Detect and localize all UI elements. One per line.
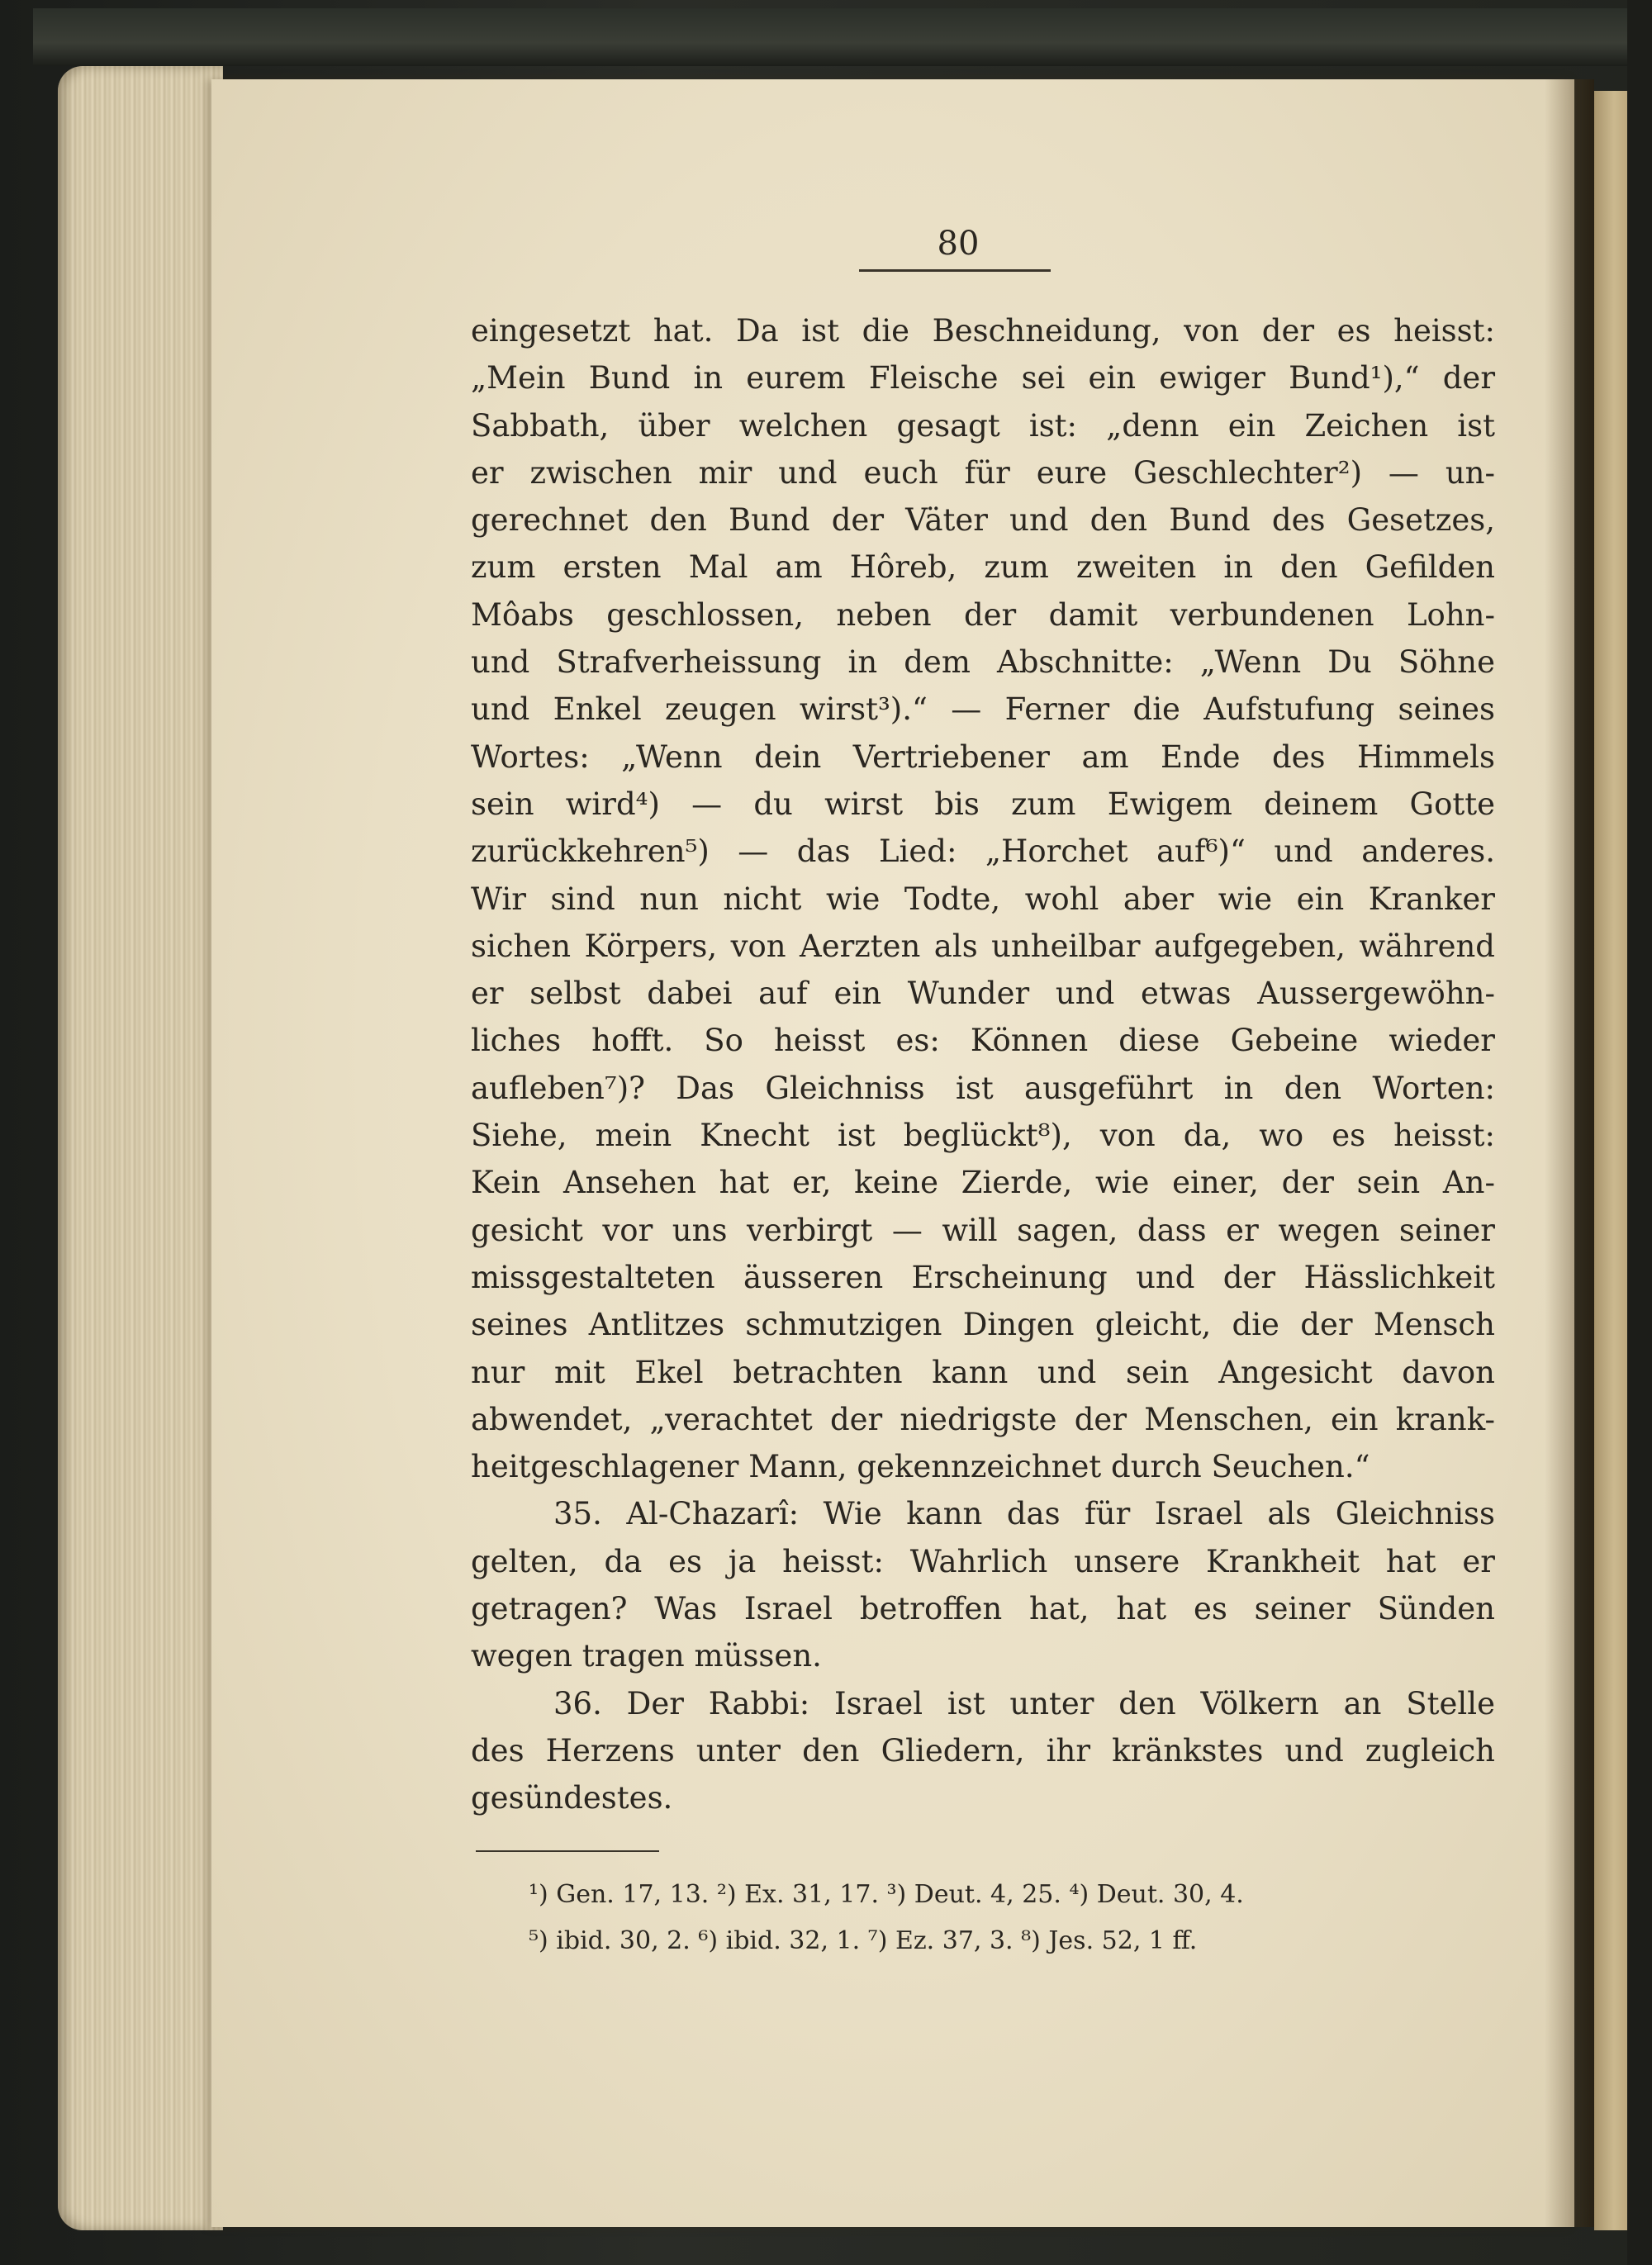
text-line: zurückkehren⁵) — das Lied: „Horchet auf⁶)“ und anderes. [471, 833, 1495, 870]
page-edges [58, 66, 223, 2230]
text-line: „Mein Bund in eurem Fleische sei ein ewiger Bund¹),“ der [471, 360, 1495, 396]
text-line: Wortes: „Wenn dein Vertriebener am Ende des Himmels [471, 738, 1495, 775]
footnote-rule [476, 1850, 659, 1852]
text-line: des Herzens unter den Gliedern, ihr kränkstes und zugleich [471, 1732, 1495, 1769]
section-36-start: 36. Der Rabbi: Israel ist unter den Völkern an Stelle [553, 1685, 1495, 1721]
text-line: Môabs geschlossen, neben der damit verbundenen Lohn- [471, 596, 1495, 633]
footnotes [529, 1872, 1462, 1964]
text-line: und Strafverheissung in dem Abschnitte: „Wenn Du Söhne [471, 644, 1495, 681]
text-line: gesicht vor uns verbirgt — will sagen, dass er wegen seiner [471, 1212, 1495, 1248]
text-line: Siehe, mein Knecht ist beglückt⁸), von da, wo es heisst: [471, 1118, 1495, 1154]
text-line: Sabbath, über welchen gesagt ist: „denn ein Zeichen ist [471, 407, 1495, 444]
text-line: wegen tragen müssen. [471, 1638, 822, 1674]
text-line: Wir sind nun nicht wie Todte, wohl aber wie ein Kranker [471, 881, 1495, 917]
page-number-rule [859, 269, 1051, 272]
text-line: missgestalteten äusseren Erscheinung und der Hässlichkeit [471, 1259, 1495, 1295]
text-line: gesündestes. [471, 1780, 673, 1816]
page-gutter [1545, 79, 1594, 2227]
text-line: sichen Körpers, von Aerzten als unheilbar aufgegeben, während [471, 928, 1495, 964]
text-line: aufleben⁷)? Das Gleichniss ist ausgeführt in den Worten: [471, 1070, 1495, 1106]
text-line: abwendet, „verachtet der niedrigste der Menschen, ein krank- [471, 1401, 1495, 1437]
book-cover-edge [33, 8, 1652, 66]
section-35-start: 35. Al-Chazarî: Wie kann das für Israel als Gleichniss [553, 1496, 1495, 1532]
footnote-line: ⁵) ibid. 30, 2. ⁶) ibid. 32, 1. ⁷) Ez. 37, 3. ⁸) Jes. 52, 1 ff. [529, 1926, 1198, 1955]
text-line: gelten, da es ja heisst: Wahrlich unsere Krankheit hat er [471, 1543, 1495, 1579]
text-line: gerechnet den Bund der Väter und den Bund des Gesetzes, [471, 502, 1495, 539]
text-line: zum ersten Mal am Hôreb, zum zweiten in den Gefilden [471, 549, 1495, 586]
footnote-line: ¹) Gen. 17, 13. ²) Ex. 31, 17. ³) Deut. 4, 25. ⁴) Deut. 30, 4. [529, 1880, 1244, 1909]
text-line: und Enkel zeugen wirst³).“ — Ferner die Aufstufung seines [471, 691, 1495, 728]
facing-page-edge [1594, 91, 1627, 2230]
text-line: sein wird⁴) — du wirst bis zum Ewigem deinem Gotte [471, 786, 1495, 822]
text-line: nur mit Ekel betrachten kann und sein Angesicht davon [471, 1354, 1495, 1390]
body-text [471, 307, 1495, 1822]
text-line: er zwischen mir und euch für eure Geschlechter²) — un- [471, 454, 1495, 491]
page-number: 80 [937, 225, 980, 263]
text-line: seines Antlitzes schmutzigen Dingen gleicht, die der Mensch [471, 1307, 1495, 1343]
text-line: er selbst dabei auf ein Wunder und etwas Aussergewöhn- [471, 976, 1495, 1012]
book-cover-right [1627, 0, 1652, 2265]
text-line: Kein Ansehen hat er, keine Zierde, wie einer, der sein An- [471, 1165, 1495, 1201]
text-line: liches hofft. So heisst es: Können diese Gebeine wieder [471, 1023, 1495, 1059]
text-line: getragen? Was Israel betroffen hat, hat es seiner Sünden [471, 1591, 1495, 1627]
text-line: heitgeschlagener Mann, gekennzeichnet durch Seuchen.“ [471, 1449, 1370, 1485]
text-line: eingesetzt hat. Da ist die Beschneidung, von der es heisst: [471, 313, 1495, 349]
